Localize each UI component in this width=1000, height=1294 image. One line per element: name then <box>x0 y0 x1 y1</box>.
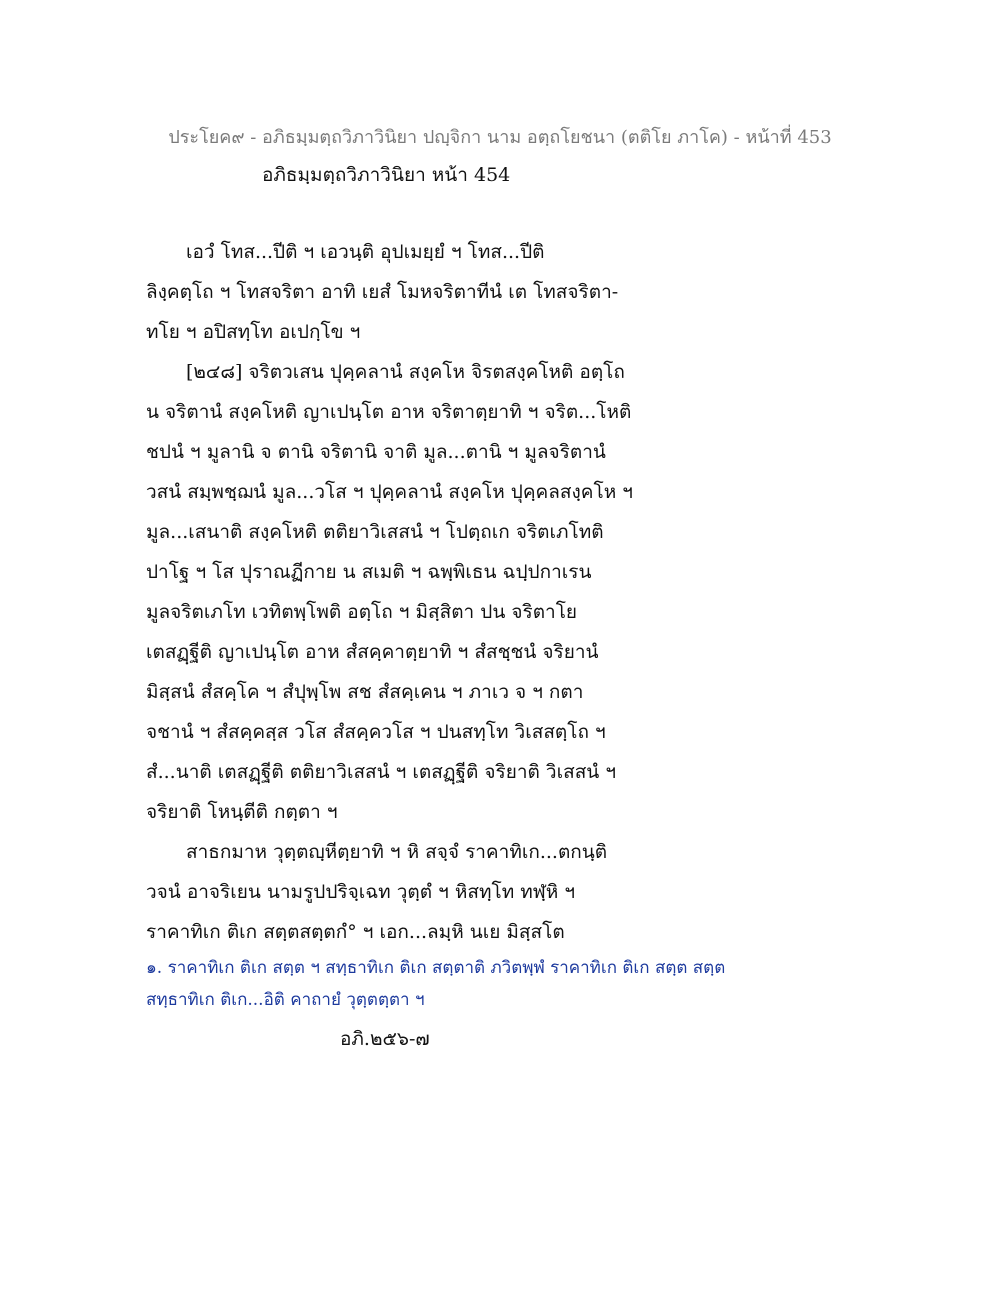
text-line: มูลจริตเภโท เวทิตพฺโพติ อตฺโถ ฯ มิสฺสิตา ปน จริตาโย <box>146 601 578 623</box>
text-line: จชานํ ฯ สํสคฺคสฺส วโส สํสคฺควโส ฯ ปนสทฺโท วิเสสตฺโถ ฯ <box>146 721 606 743</box>
footnote-line: ๑. ราคาทิเก ติเก สตฺต ฯ สทฺธาทิเก ติเก สตฺตาติ ภวิตพฺพํ ราคาทิเก ติเก สตฺต สตฺต <box>146 958 726 978</box>
text-line: สาธกมาห วุตฺตญฺหีตฺยาทิ ฯ หิ สจฺจํ ราคาทิเก...ตกนฺติ <box>186 841 608 863</box>
text-line: ปาโฐ ฯ โส ปุราณฏีกาย น สเมติ ฯ ฉพฺพิเธน ฉปฺปกาเรน <box>146 561 592 583</box>
text-line: วสนํ สมฺพชฺฌนํ มูล...วโส ฯ ปุคฺคลานํ สงฺคโห ปุคฺคลสงฺคโห ฯ <box>146 481 633 503</box>
text-line: น จริตานํ สงฺคโหติ ญาเปนฺโต อาห จริตาตฺยาทิ ฯ จริต...โหติ <box>146 401 632 423</box>
text-line: [๒๔๘] จริตวเสน ปุคฺคลานํ สงฺคโห จิรตสงฺคโหติ อตฺโถ <box>186 361 625 383</box>
page-reference: อภิ.๒๕๖-๗ <box>340 1028 430 1050</box>
text-line: ทโย ฯ อปิสทฺโท อเปกฺโข ฯ <box>146 321 361 343</box>
text-line: มูล...เสนาติ สงฺคโหติ ตติยาวิเสสนํ ฯ โปตฺถเก จริตเภโทติ <box>146 521 604 543</box>
body-text <box>146 232 706 952</box>
footnotes <box>146 952 786 1016</box>
text-line: สํ...นาติ เตสฏฺฐีติ ตติยาวิเสสนํ ฯ เตสฏฺฐีติ จริยาติ วิเสสนํ ฯ <box>146 761 616 783</box>
running-header: ประโยค๙ - อภิธมฺมตฺถวิภาวินิยา ปญฺจิกา นาม อตฺถโยชนา (ตติโย ภาโค) - หน้าที่ 453 <box>168 127 832 148</box>
page-title: อภิธมฺมตฺถวิภาวินิยา หน้า 454 <box>262 164 511 186</box>
text-line: มิสฺสนํ สํสคฺโค ฯ สํปุพฺโพ สช สํสคฺเคน ฯ ภาเว จ ฯ กตา <box>146 681 584 703</box>
text-line: วจนํ อาจริเยน นามรูปปริจฺเฉท วุตฺตํ ฯ หิสทฺโท ทฬฺหิ ฯ <box>146 881 576 903</box>
text-line: จริยาติ โหนฺตีติ กตฺตา ฯ <box>146 801 338 823</box>
text-line: เตสฏฺฐีติ ญาเปนฺโต อาห สํสคฺคาตฺยาทิ ฯ สํสชฺชนํ จริยานํ <box>146 641 599 663</box>
text-line: เอวํ โทส...ปีติ ฯ เอวนฺติ อุปเมยฺยํ ฯ โทส...ปีติ <box>186 241 545 263</box>
footnote-line: สทฺธาทิเก ติเก...อิติ คาถายํ วุตฺตตฺตา ฯ <box>146 990 425 1010</box>
text-line: ราคาทิเก ติเก สตฺตสตฺตกํ° ฯ เอก...ลมฺหิ นเย มิสฺสโต <box>146 921 565 943</box>
text-line: ลิงฺคตฺโถ ฯ โทสจริตา อาทิ เยสํ โมหจริตาทีนํ เต โทสจริตา- <box>146 281 619 303</box>
text-line: ชปนํ ฯ มูลานิ จ ตานิ จริตานิ จาติ มูล...ตานิ ฯ มูลจริตานํ <box>146 441 606 463</box>
